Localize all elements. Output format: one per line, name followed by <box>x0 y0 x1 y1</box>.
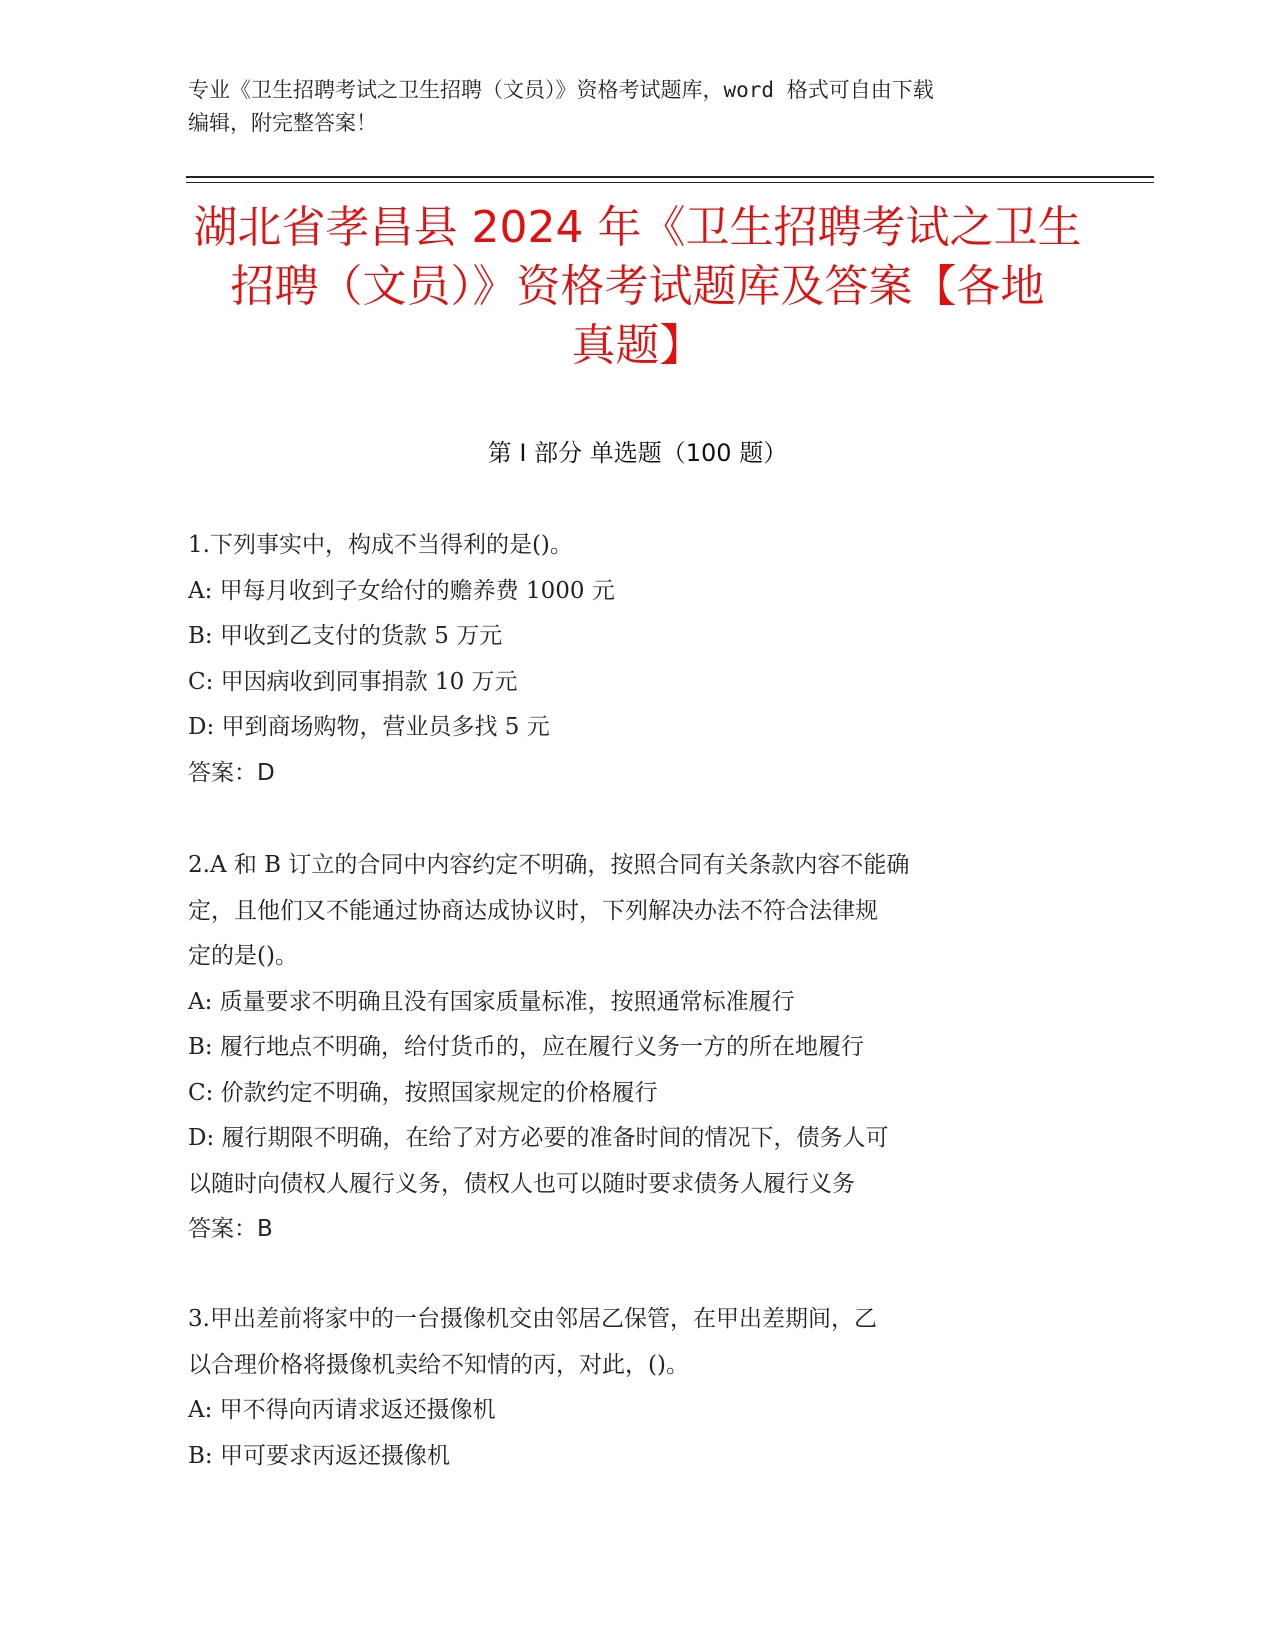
option-c: C: 甲因病收到同事捐款 10 万元 <box>188 668 518 695</box>
header-note <box>188 74 1088 140</box>
option-a: A: 甲不得向丙请求返还摄像机 <box>188 1397 496 1423</box>
option-d: D: 甲到商场购物，营业员多找 5 元 <box>188 714 550 740</box>
document-title <box>160 198 1115 375</box>
header-divider <box>186 176 1154 178</box>
option-b: B: 甲收到乙支付的货款 5 万元 <box>188 623 503 649</box>
document-title-line: 招聘（文员）》资格考试题库及答案【各地 <box>230 261 1045 312</box>
question-block <box>188 1297 1088 1479</box>
answer: 答案：D <box>188 759 275 786</box>
answer: 答案：B <box>188 1216 273 1242</box>
question-stem: 1.下列事实中，构成不当得利的是()。 <box>188 532 573 558</box>
document-title-line: 真题】 <box>571 320 704 371</box>
option-d: D: 履行期限不明确，在给了对方必要的准备时间的情况下，债务人可 <box>188 1125 889 1151</box>
option-a: A: 质量要求不明确且没有国家质量标准，按照通常标准履行 <box>188 988 795 1015</box>
question-block <box>188 843 1088 1253</box>
question-stem: 定的是()。 <box>188 943 298 969</box>
option-d: 以随时向债权人履行义务，债权人也可以随时要求债务人履行义务 <box>188 1170 855 1197</box>
option-a: A: 甲每月收到子女给付的赡养费 1000 元 <box>188 577 615 604</box>
section-heading: 第 I 部分 单选题（100 题） <box>487 439 788 467</box>
option-c: C: 价款约定不明确，按照国家规定的价格履行 <box>188 1079 658 1106</box>
option-b: B: 甲可要求丙返还摄像机 <box>188 1442 450 1469</box>
question-block <box>188 523 1088 796</box>
header-note-line: 编辑，附完整答案！ <box>188 111 377 135</box>
header-note-line: 专业《卫生招聘考试之卫生招聘（文员）》资格考试题库，word 格式可自由下载 <box>188 78 934 102</box>
document-title-line: 湖北省孝昌县 2024 年《卫生招聘考试之卫生 <box>193 202 1082 253</box>
question-stem: 2.A 和 B 订立的合同中内容约定不明确，按照合同有关条款内容不能确 <box>188 852 910 878</box>
question-stem: 以合理价格将摄像机卖给不知情的丙，对此，()。 <box>188 1351 689 1378</box>
question-stem: 3.甲出差前将家中的一台摄像机交由邻居乙保管，在甲出差期间，乙 <box>188 1306 877 1332</box>
question-stem: 定，且他们又不能通过协商达成协议时，下列解决办法不符合法律规 <box>188 897 878 924</box>
option-b: B: 履行地点不明确，给付货币的，应在履行义务一方的所在地履行 <box>188 1034 864 1060</box>
header-divider-thin <box>186 182 1154 183</box>
